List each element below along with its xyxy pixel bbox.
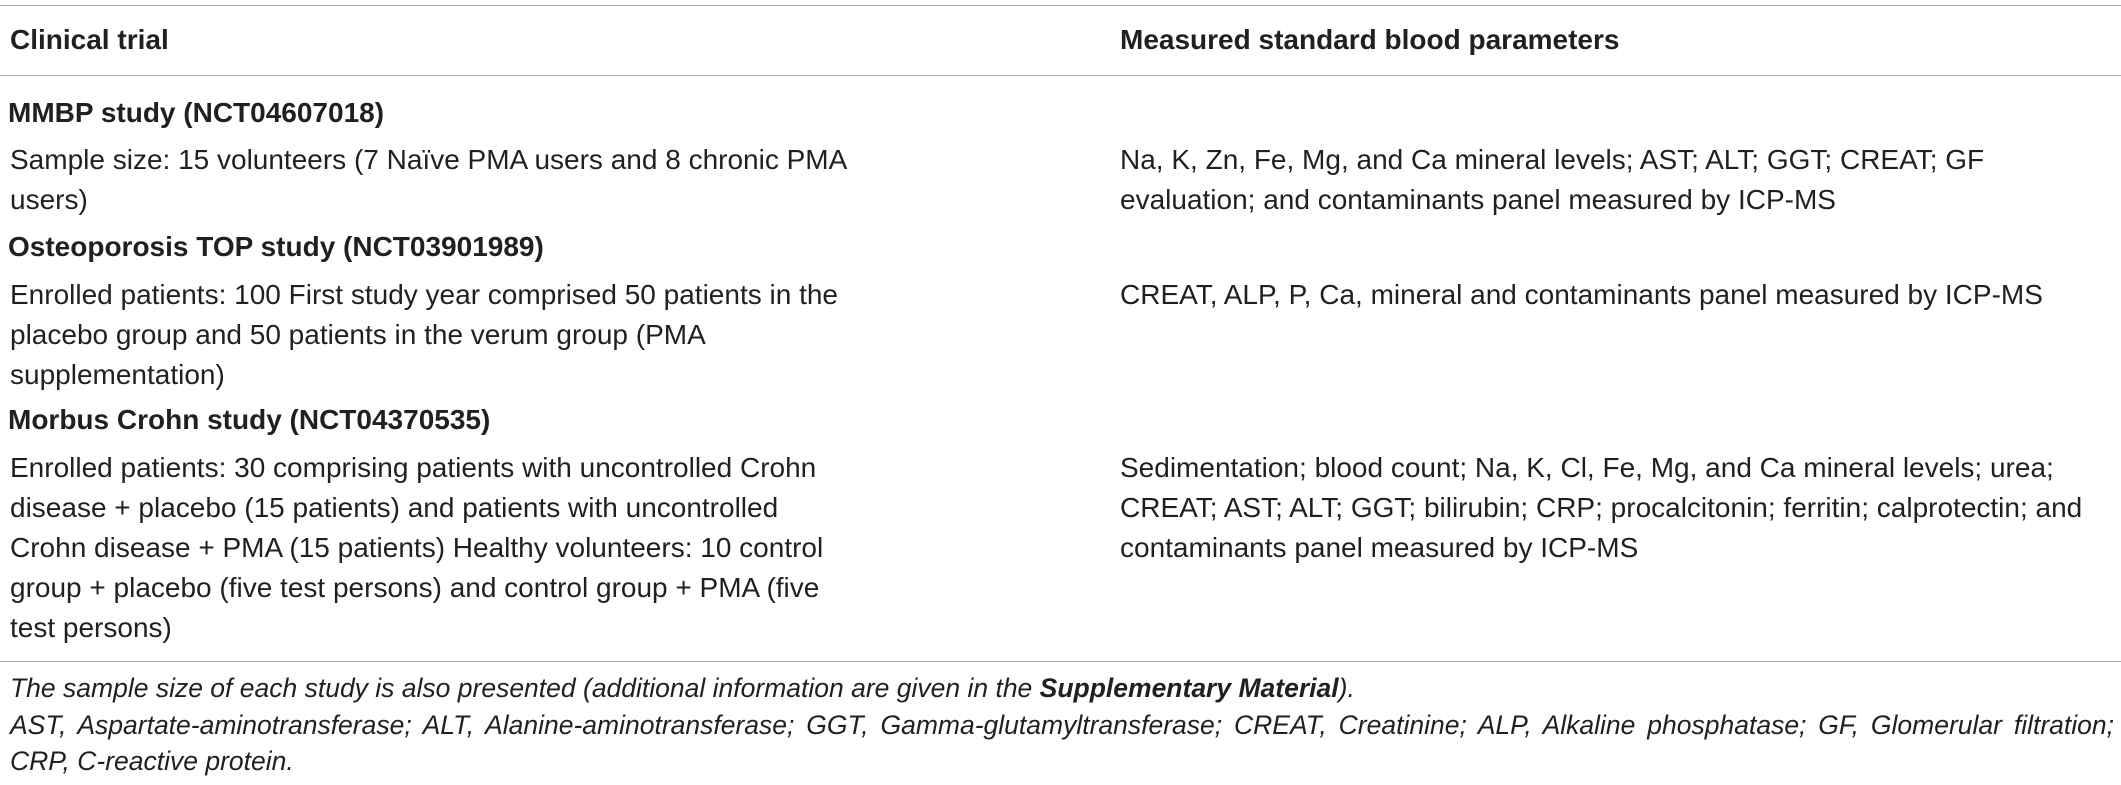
parameters-line: CREAT; AST; ALT; GGT; bilirubin; CRP; procalcitonin; ferritin; calprotectin; and: [1120, 492, 2083, 523]
footnote-abbreviations: AST, Aspartate-aminotransferase; ALT, Alanine-aminotransferase; GGT, Gamma-glutamyltransferase; CREAT, Creatinine; ALP, Alkaline phosphatase; GF, Glomerular filtration; CRP, C-reactive protein.: [10, 710, 2114, 776]
description-line: Sample size: 15 volunteers (7 Naïve PMA users and 8 chronic PMA: [10, 144, 848, 175]
description-line: placebo group and 50 patients in the verum group (PMA: [10, 319, 706, 350]
parameters-line: contaminants panel measured by ICP-MS: [1120, 532, 1639, 563]
table-top-rule: [0, 5, 2121, 6]
description-line: Crohn disease + PMA (15 patients) Healthy volunteers: 10 control: [10, 532, 824, 563]
description-line: group + placebo (five test persons) and control group + PMA (five: [10, 572, 820, 603]
parameters-line: evaluation; and contaminants panel measured by ICP-MS: [1120, 184, 1836, 215]
description-line: Enrolled patients: 100 First study year comprised 50 patients in the: [10, 279, 838, 310]
description-line: users): [10, 184, 88, 215]
parameters-line: Na, K, Zn, Fe, Mg, and Ca mineral levels; AST; ALT; GGT; CREAT; GF: [1120, 144, 1985, 175]
study-title-osteoporosis: Osteoporosis TOP study (NCT03901989): [8, 231, 544, 262]
table-bottom-rule: [0, 661, 2121, 662]
study-title-crohn: Morbus Crohn study (NCT04370535): [8, 404, 491, 435]
study-title-mmbp: MMBP study (NCT04607018): [8, 97, 385, 128]
parameters-line: Sedimentation; blood count; Na, K, Cl, Fe, Mg, and Ca mineral levels; urea;: [1120, 452, 2054, 483]
description-line: supplementation): [10, 359, 225, 390]
description-line: disease + placebo (15 patients) and patients with uncontrolled: [10, 492, 779, 523]
supplementary-material-ref: Supplementary Material: [1039, 673, 1339, 703]
description-line: test persons): [10, 612, 172, 643]
footnote-text: ).: [1338, 673, 1355, 703]
header-measured-parameters: Measured standard blood parameters: [1120, 24, 1620, 55]
footnote-text: The sample size of each study is also presented (additional information are given in the: [10, 673, 1040, 703]
parameters-line: CREAT, ALP, P, Ca, mineral and contaminants panel measured by ICP-MS: [1120, 279, 2043, 310]
header-rule: [0, 75, 2121, 76]
footnote-sample-size: [10, 670, 2114, 706]
description-line: Enrolled patients: 30 comprising patients with uncontrolled Crohn: [10, 452, 817, 483]
header-clinical-trial: Clinical trial: [10, 24, 169, 55]
